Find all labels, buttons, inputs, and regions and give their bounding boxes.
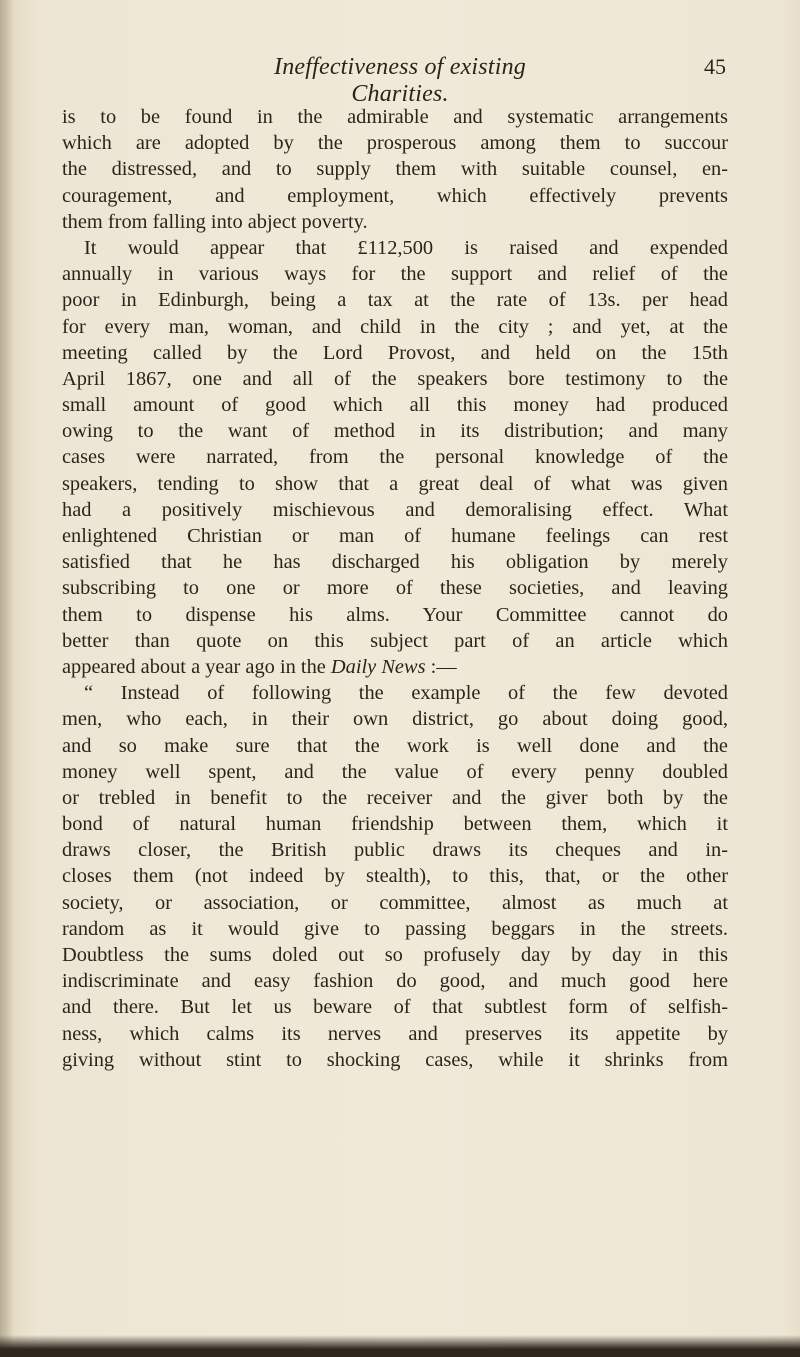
newspaper-title: Daily News: [330, 655, 426, 678]
text-line: draws closer, the British public draws its cheques and in-: [62, 839, 728, 862]
text-line: It would appear that £112,500 is raised and expended: [84, 236, 728, 259]
text-line: speakers, tending to show that a great deal of what was given: [62, 472, 728, 495]
text-line: [62, 654, 728, 680]
text-line: “ Instead of following the example of the few devoted: [84, 682, 728, 705]
running-head: [0, 50, 800, 107]
gutter-shadow: [0, 0, 14, 1357]
text-line: money well spent, and the value of every penny doubled: [62, 760, 728, 783]
text-line: or trebled in benefit to the receiver and the giver both by the: [62, 786, 728, 809]
text-line: small amount of good which all this money had produced: [62, 394, 728, 417]
text-line: cases were narrated, from the personal knowledge of the: [62, 446, 728, 469]
text-line: couragement, and employment, which effectively prevents: [62, 184, 728, 207]
body-text: [62, 104, 728, 1073]
text-line: had a positively mischievous and demoralising effect. What: [62, 498, 728, 521]
text-line: society, or association, or committee, almost as much at: [62, 891, 728, 914]
text-line: annually in various ways for the support and relief of the: [62, 263, 728, 286]
text-line: ness, which calms its nerves and preserves its appetite by: [62, 1022, 728, 1045]
page-bottom-edge: [0, 1335, 800, 1357]
text-line: which are adopted by the prosperous among them to succour: [62, 132, 728, 155]
text-line: indiscriminate and easy fashion do good, and much good here: [62, 970, 728, 993]
page-number: 45: [704, 54, 726, 79]
text-line: Doubtless the sums doled out so profusely day by day in this: [62, 944, 728, 966]
text-line: bond of natural human friendship between them, which it: [62, 813, 728, 836]
text-run: appeared about a year ago in the: [62, 655, 331, 678]
text-line: April 1867, one and all of the speakers bore testimony to the: [62, 367, 728, 390]
text-line: enlightened Christian or man of humane feelings can rest: [62, 525, 728, 547]
text-line: and so make sure that the work is well done and the: [62, 734, 728, 757]
running-title: Ineffectiveness of existing Charities.: [274, 54, 526, 107]
text-line: closes them (not indeed by stealth), to this, that, or the other: [62, 865, 728, 888]
text-line: meeting called by the Lord Provost, and held on the 15th: [62, 341, 728, 364]
text-line: is to be found in the admirable and systematic arrangements: [62, 106, 728, 128]
text-line: random as it would give to passing beggars in the streets.: [62, 917, 728, 940]
text-line: for every man, woman, and child in the city ; and yet, at the: [62, 315, 728, 338]
text-line: giving without stint to shocking cases, while it shrinks from: [62, 1048, 728, 1071]
text-line: them to dispense his alms. Your Committee cannot do: [62, 603, 728, 626]
text-line: poor in Edinburgh, being a tax at the rate of 13s. per head: [62, 289, 728, 312]
text-line: subscribing to one or more of these societies, and leaving: [62, 577, 728, 600]
text-line: the distressed, and to supply them with suitable counsel, en-: [62, 158, 728, 181]
text-line: owing to the want of method in its distribution; and many: [62, 420, 728, 443]
text-line: and there. But let us beware of that subtlest form of selfish-: [62, 996, 728, 1019]
text-line: better than quote on this subject part of an article which: [62, 629, 728, 652]
text-line: satisfied that he has discharged his obligation by merely: [62, 551, 728, 574]
text-run: :—: [425, 655, 457, 678]
text-line: them from falling into abject poverty.: [62, 210, 368, 233]
text-line: men, who each, in their own district, go about doing good,: [62, 708, 728, 731]
